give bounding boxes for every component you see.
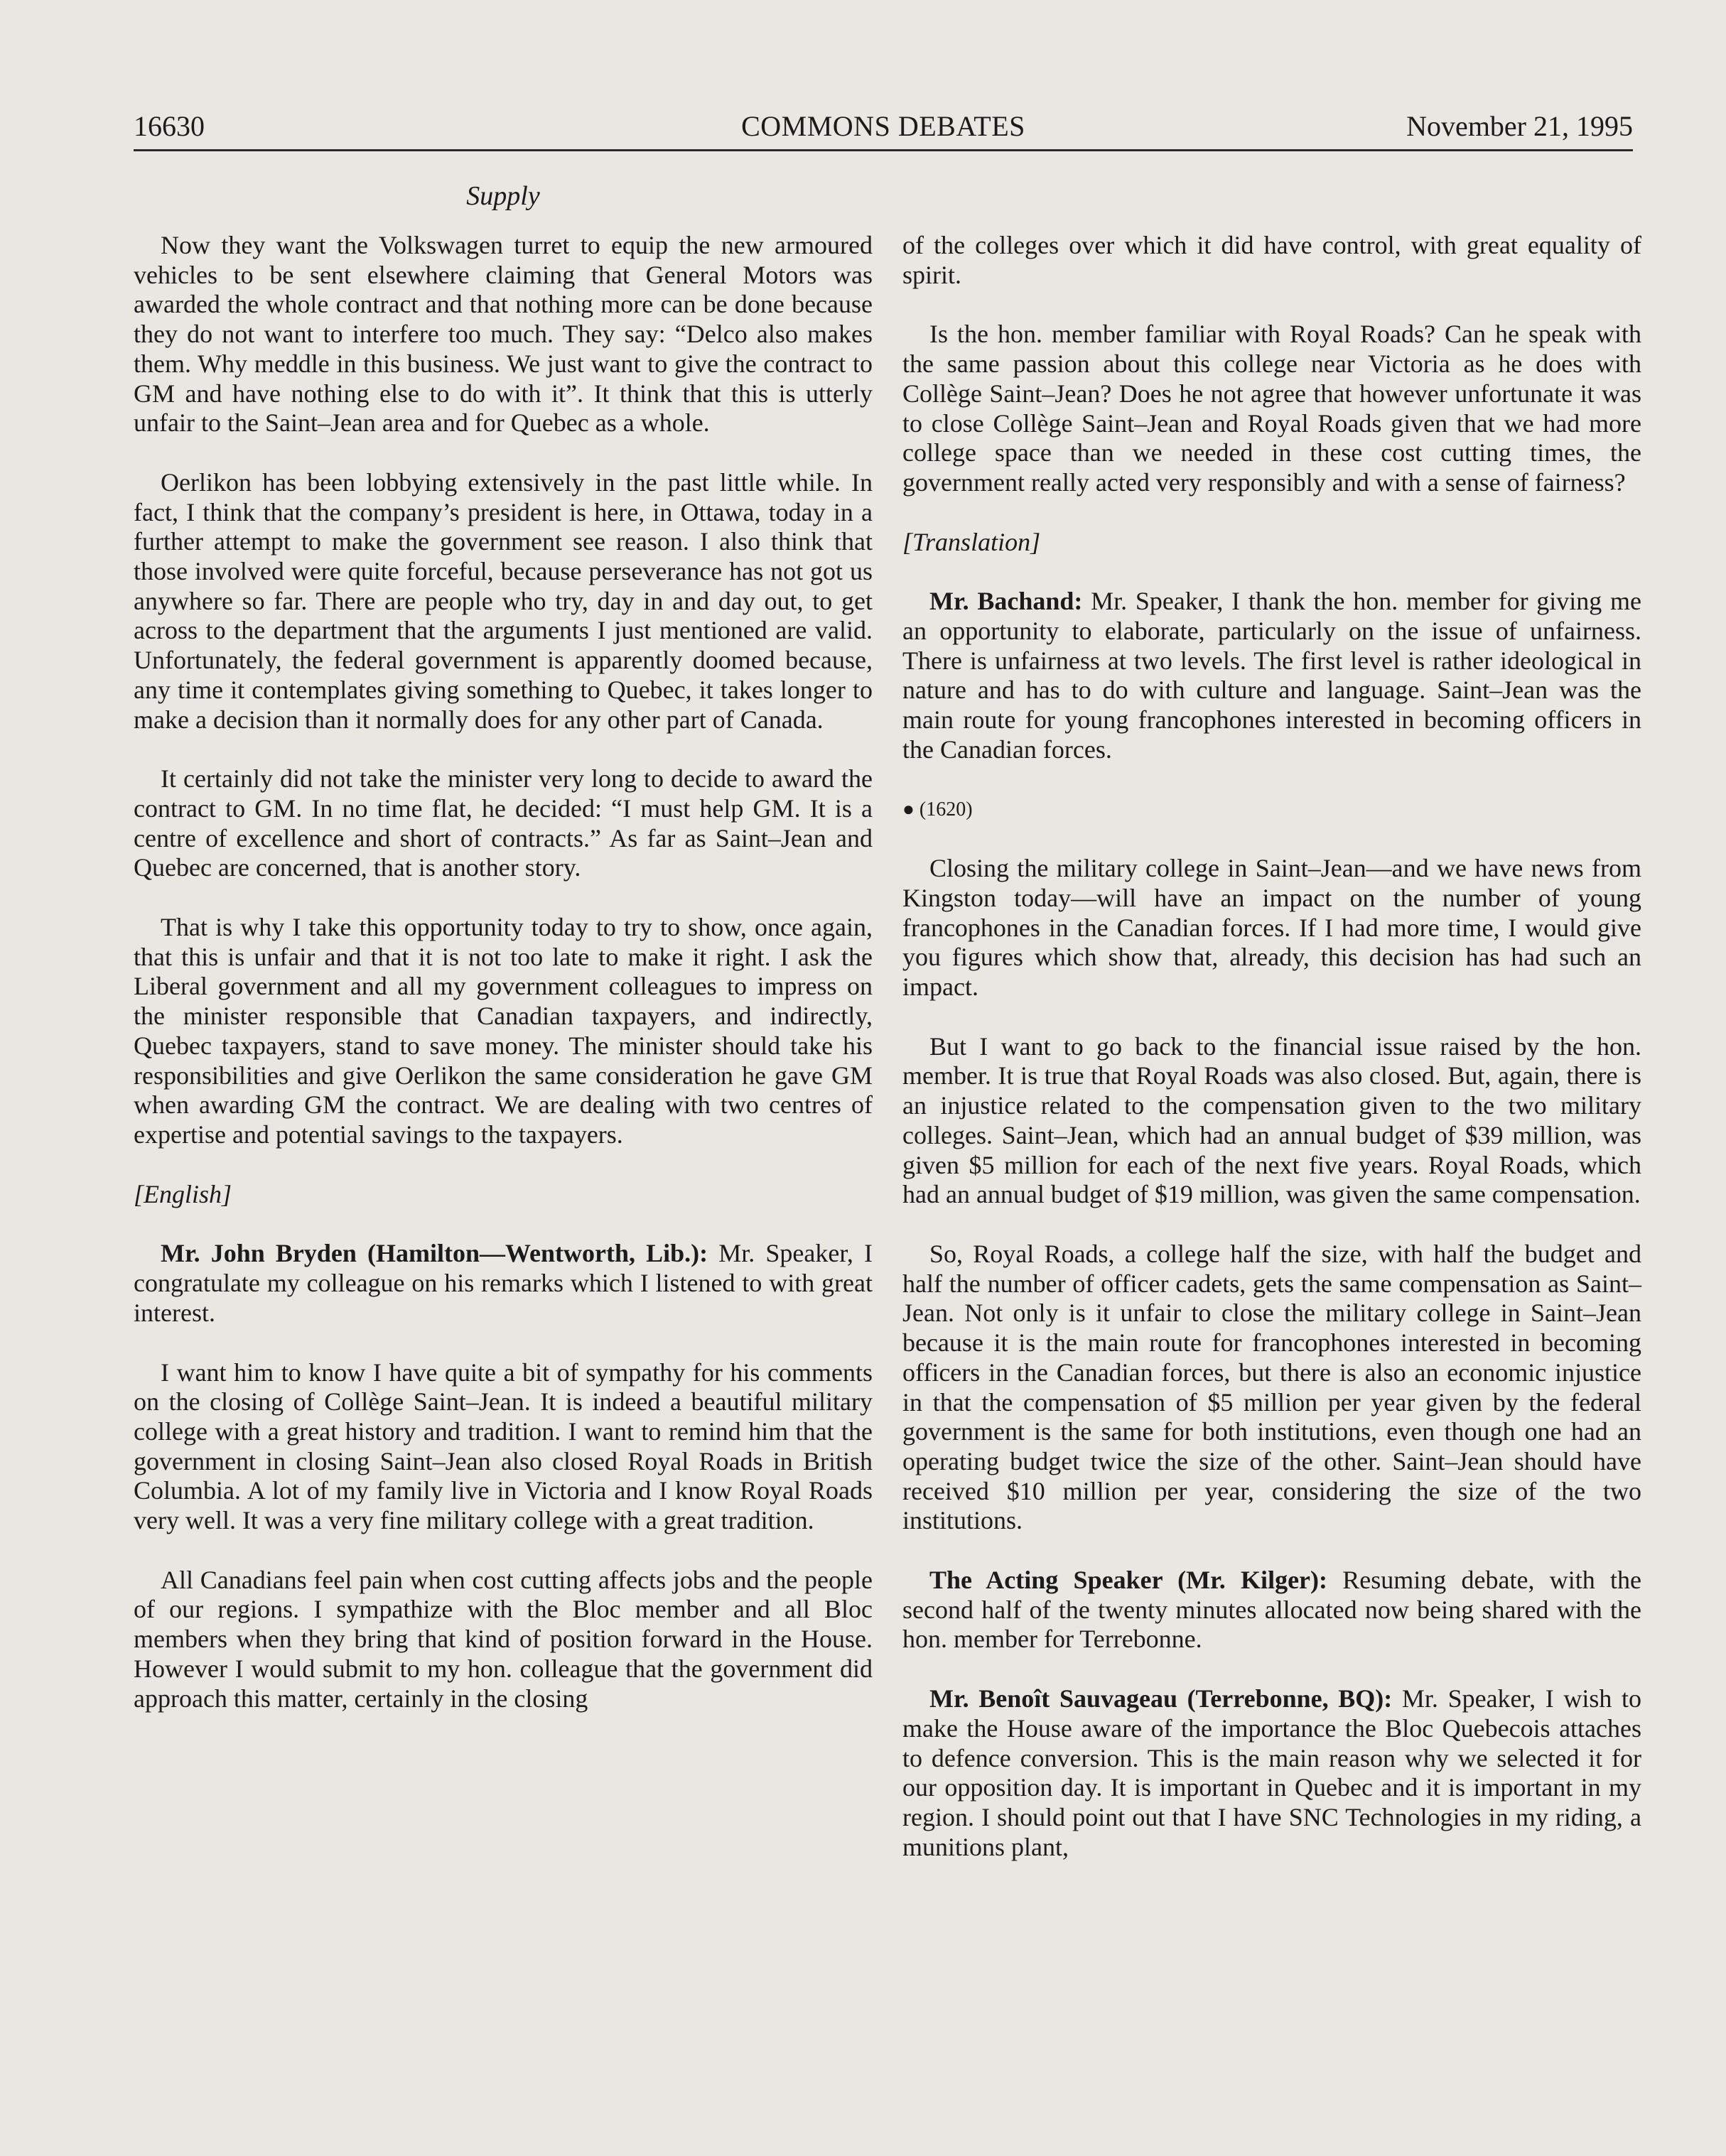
- language-note: [Translation]: [902, 527, 1041, 556]
- speaker-name: Mr. Benoît Sauvageau (Terrebonne, BQ):: [929, 1684, 1393, 1713]
- speech-text: Mr. Speaker, I thank the hon. member for giving me an opportunity to elaborate, particularly on the issue of unfairness. There is unfairness at two levels. The first level is rather ideological in nature and has to do with culture and language. Saint–Jean was the main route for young francophones interested in becoming officers in the Canadian forces.: [902, 587, 1642, 764]
- paragraph: It certainly did not take the minister very long to decide to award the contract to GM. In no time flat, he decided: “I must help GM. It is a centre of excellence and short of contracts.” As far as Saint–Jean and Quebec are concerned, that is another story.: [134, 764, 873, 882]
- paragraph: Closing the military college in Saint–Jean—and we have news from Kingston today—will have an impact on the number of young francophones in the Canadian forces. If I had more time, I would give you figures which show that, already, this decision has had such an impact.: [902, 854, 1641, 1002]
- time-marker: ● (1620): [902, 798, 973, 820]
- paragraph: So, Royal Roads, a college half the size, with half the budget and half the number of officer cadets, gets the same compensation as Saint–Jean. Not only is it unfair to close the military college in Saint–Jean because it is the main route for francophones interested in becoming officers in the Canadian forces, but there is also an economic injustice in that the compensation of $5 million per year given by the federal government is the same for both institutions, even though one had an operating budget twice the size of the other. Saint–Jean should have received $10 million per year, considering the size of the two institutions.: [902, 1239, 1641, 1535]
- paragraph: That is why I take this opportunity today to try to show, once again, that this is unfair and that it is not too late to make it right. I ask the Liberal government and all my government colleagues to impress on the minister responsible that Canadian taxpayers, and indirectly, Quebec taxpayers, stand to save money. The minister should take his responsibilities and give Oerlikon the same consideration he gave GM when awarding GM the contract. We are dealing with two centres of expertise and potential savings to the taxpayers.: [134, 913, 873, 1149]
- speaker-name: Mr. Bachand:: [929, 587, 1083, 616]
- paragraph: I want him to know I have quite a bit of sympathy for his comments on the closing of Collège Saint–Jean. It is indeed a beautiful military college with a great history and tradition. I want to remind him that the government in closing Saint–Jean also closed Royal Roads in British Columbia. A lot of my family live in Victoria and I know Royal Roads very well. It was a very fine military college with a great tradition.: [134, 1358, 873, 1535]
- left-column: [134, 231, 873, 1743]
- speech-paragraph: [902, 1566, 1641, 1654]
- speech-text: Mr. Speaker, I wish to make the House aware of the importance the Bloc Quebecois attaches to defence conversion. This is the main reason why we selected it for our opposition day. It is important in Quebec and it is important in my region. I should point out that I have SNC Technologies in my riding, a munitions plant,: [902, 1684, 1642, 1861]
- header-rule: [134, 149, 1633, 151]
- page-header: [134, 105, 1633, 148]
- speech-paragraph: [902, 1684, 1641, 1862]
- publication-date: November 21, 1995: [1406, 110, 1633, 142]
- continued-paragraph: of the colleges over which it did have control, with great equality of spirit.: [902, 231, 1641, 289]
- publication-title: COMMONS DEBATES: [741, 110, 1025, 142]
- speech-text: Mr. Speaker, I congratulate my colleague on his remarks which I listened to with great interest.: [134, 1239, 873, 1327]
- speaker-name: The Acting Speaker (Mr. Kilger):: [929, 1566, 1327, 1595]
- speech-text: Resuming debate, with the second half of the twenty minutes allocated now being shared with the hon. member for Terrebonne.: [902, 1566, 1641, 1654]
- speech-paragraph: [902, 587, 1641, 764]
- paragraph: But I want to go back to the financial issue raised by the hon. member. It is true that Royal Roads was also closed. But, again, there is an injustice related to the compensation given to the two military colleges. Saint–Jean, which had an annual budget of $39 million, was given $5 million for each of the next five years. Royal Roads, which had an annual budget of $19 million, was given the same compensation.: [902, 1031, 1641, 1209]
- page-number: 16630: [134, 110, 205, 142]
- paragraph: All Canadians feel pain when cost cutting affects jobs and the people of our regions. I sympathize with the Bloc member and all Bloc members when they bring that kind of position forward in the House. However I would submit to my hon. colleague that the government did approach this matter, certainly in the closing: [134, 1565, 873, 1713]
- paragraph: Oerlikon has been lobbying extensively in the past little while. In fact, I think that the company’s president is here, in Ottawa, today in a further attempt to make the government see reason. I also think that those involved were quite forceful, because perseverance has not got us anywhere so far. There are people who try, day in and day out, to get across to the department that the arguments I just mentioned are valid. Unfortunately, the federal government is apparently doomed because, any time it contemplates giving something to Quebec, it takes longer to make a decision than it normally does for any other part of Canada.: [134, 467, 873, 734]
- speech-paragraph: [134, 1239, 873, 1328]
- section-heading: Supply: [466, 181, 540, 211]
- paragraph: Is the hon. member familiar with Royal Roads? Can he speak with the same passion about this college near Victoria as he does with Collège Saint–Jean? Does he not agree that however unfortunate it was to close Collège Saint–Jean and Royal Roads given that we had more college space than we needed in these cost cutting times, the government really acted very responsibly and with a sense of fairness?: [902, 320, 1641, 497]
- language-note: [English]: [134, 1179, 232, 1208]
- paragraph: Now they want the Volkswagen turret to equip the new armoured vehicles to be sent elsewhere claiming that General Motors was awarded the whole contract and that nothing more can be done because they do not want to interfere too much. They say: “Delco also makes them. Why meddle in this business. We just want to give the contract to GM and have nothing else to do with it”. It think that this is utterly unfair to the Saint–Jean area and for Quebec as a whole.: [134, 231, 873, 438]
- speaker-name: Mr. John Bryden (Hamilton—Wentworth, Lib.):: [161, 1239, 708, 1268]
- right-column: [902, 231, 1641, 1892]
